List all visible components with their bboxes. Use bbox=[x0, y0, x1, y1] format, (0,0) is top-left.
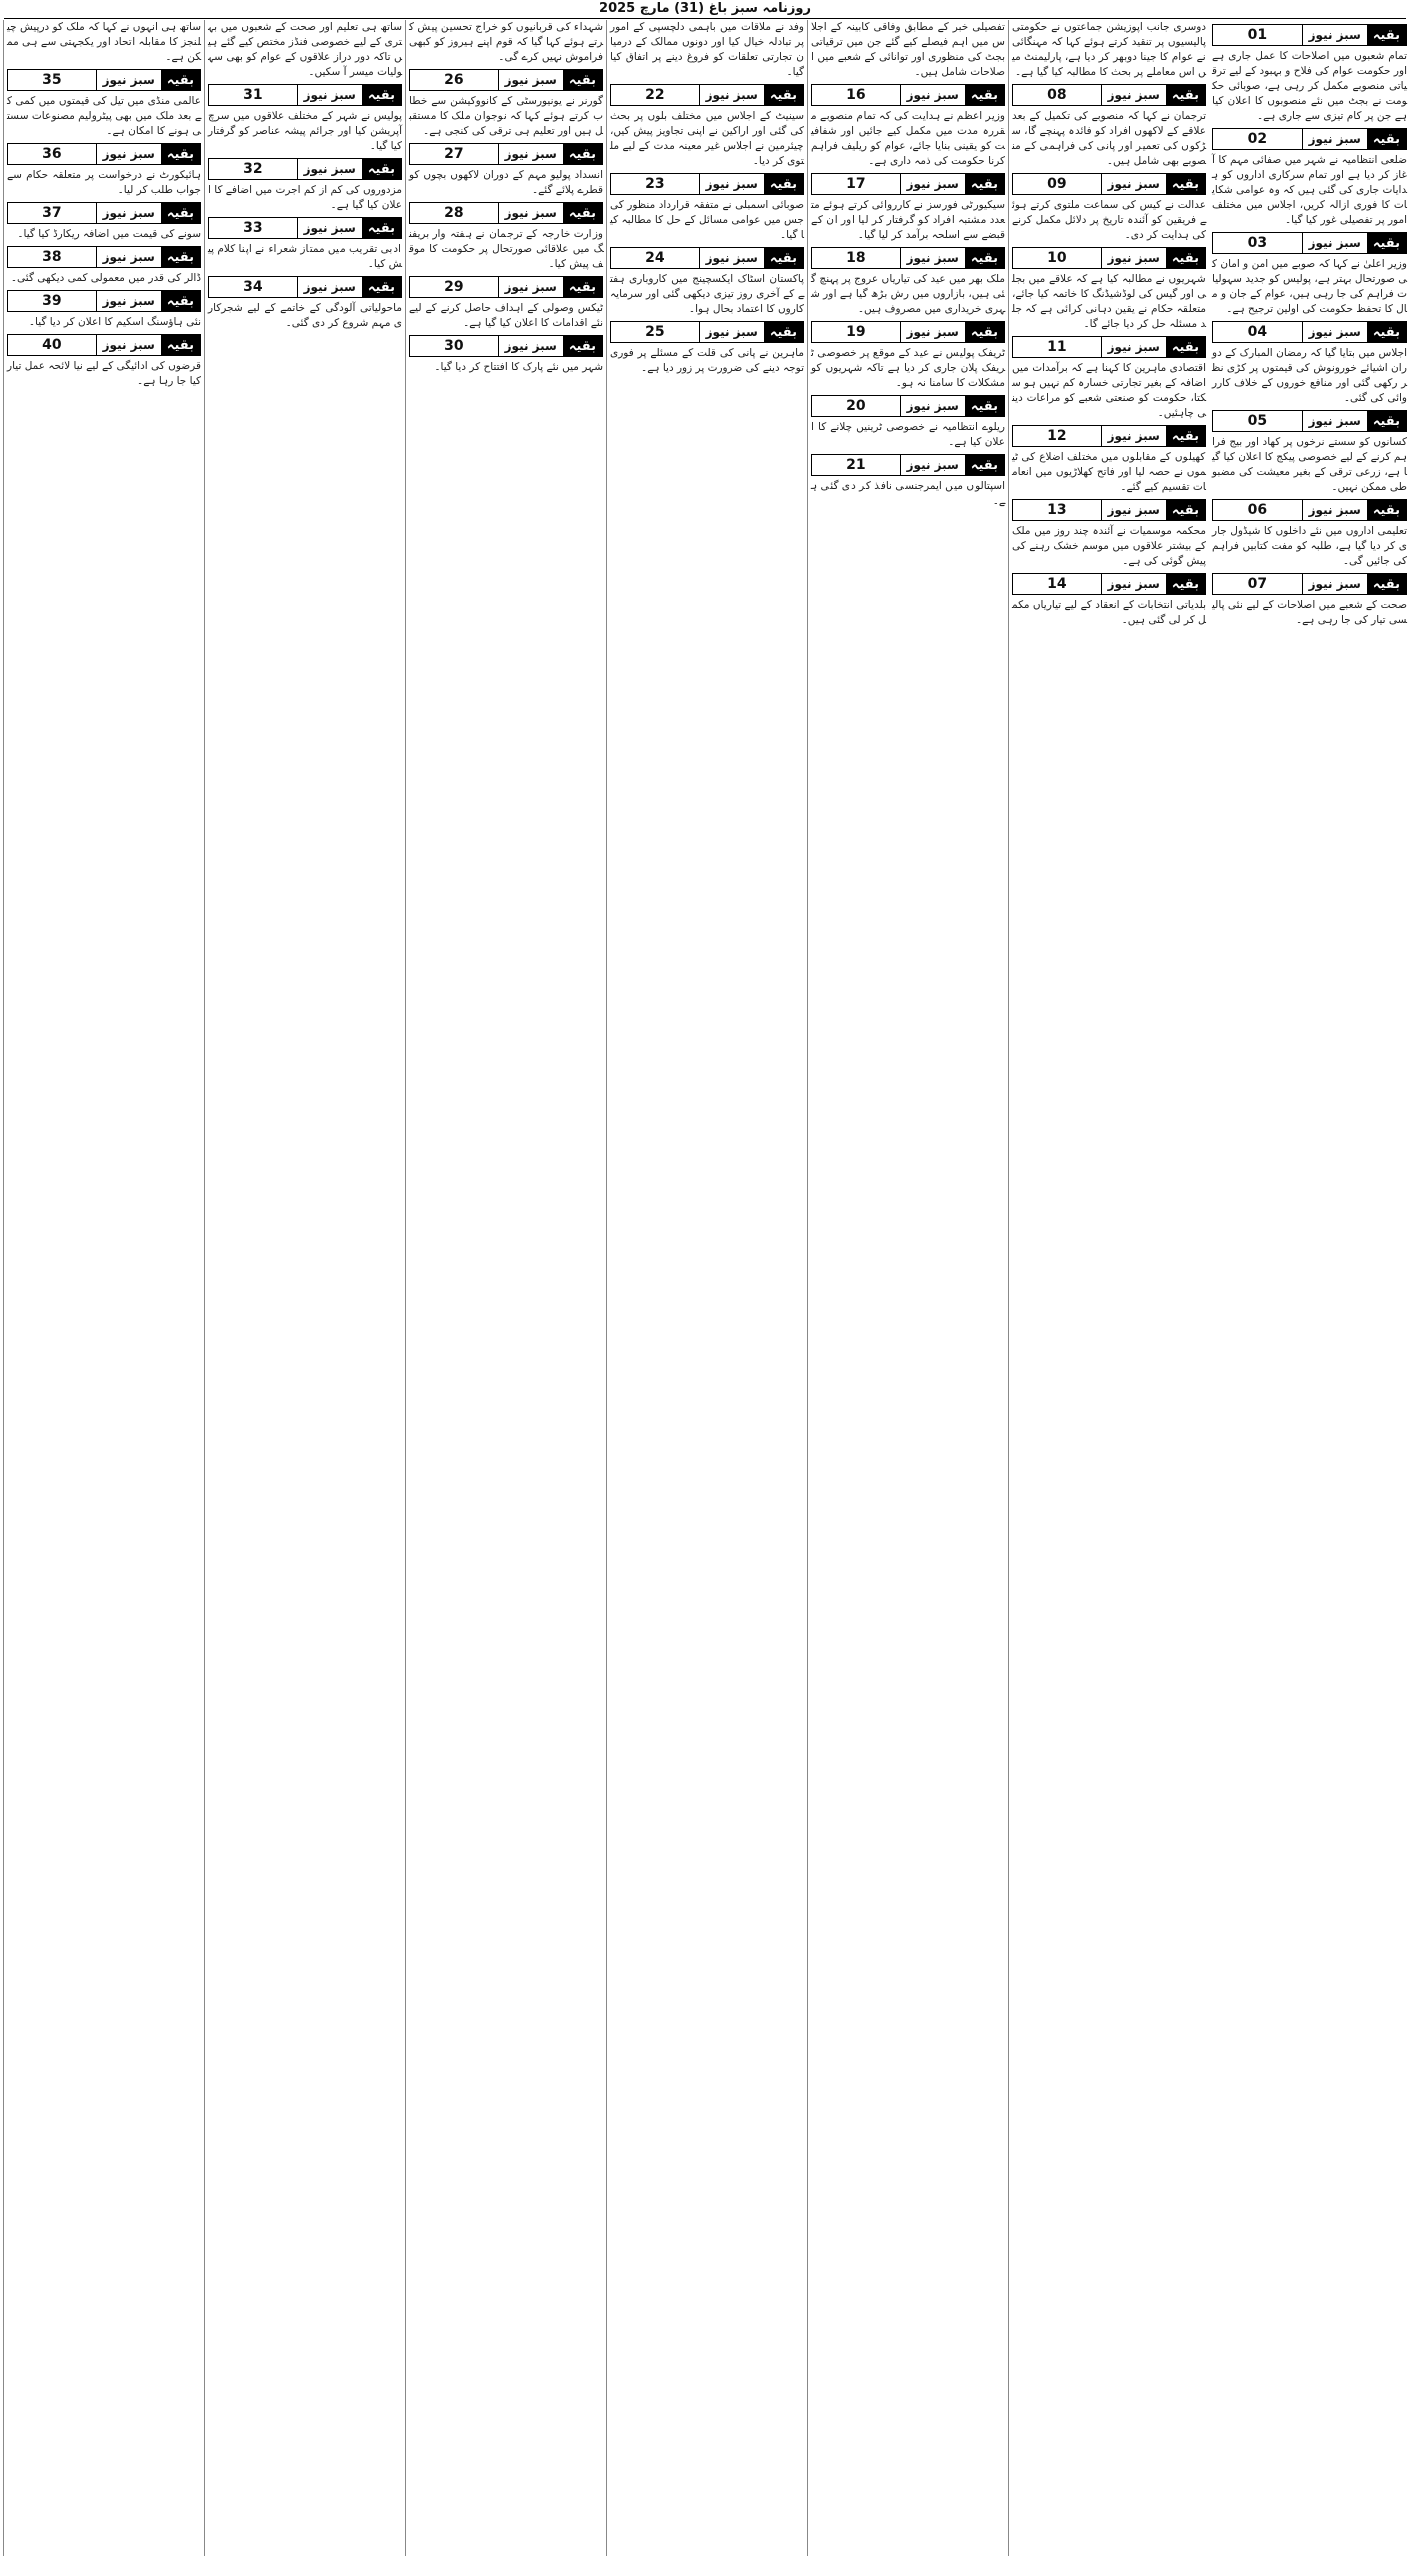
continuation-badge bbox=[409, 276, 603, 298]
badge-sublabel: سبز نیوز bbox=[1302, 129, 1367, 149]
badge-sublabel: سبز نیوز bbox=[1101, 337, 1166, 357]
badge-number: 04 bbox=[1247, 324, 1268, 340]
news-column bbox=[1008, 20, 1209, 2556]
badge-label: بقیہ bbox=[1367, 500, 1406, 520]
continuation-badge bbox=[1012, 499, 1206, 521]
badge-sublabel: سبز نیوز bbox=[96, 291, 161, 311]
article-text: شہداء کی قربانیوں کو خراج تحسین پیش کرتے ہوئے کہا گیا کہ قوم اپنے ہیروز کو کبھی فراموش نہیں کرے گی۔ bbox=[409, 21, 603, 63]
badge-label: بقیہ bbox=[161, 247, 200, 267]
article-text: شہر میں نئے پارک کا افتتاح کر دیا گیا۔ bbox=[434, 361, 603, 373]
badge-sublabel: سبز نیوز bbox=[297, 277, 362, 297]
badge-sublabel: سبز نیوز bbox=[96, 144, 161, 164]
badge-label: بقیہ bbox=[563, 336, 602, 356]
article-text: کسانوں کو سستے نرخوں پر کھاد اور بیج فراہم کرنے کے لیے خصوصی پیکج کا اعلان کیا گیا ہے، زرعی ترقی کے بغیر معیشت کی مضبوطی ممکن نہیں۔ bbox=[1212, 436, 1407, 493]
article-text: اجلاس میں بتایا گیا کہ رمضان المبارک کے دوران اشیائے خورونوش کی قیمتوں پر کڑی نظر رکھی گئی اور منافع خوروں کے خلاف کارروائی کی گئی۔ bbox=[1212, 347, 1407, 404]
badge-number: 03 bbox=[1247, 235, 1268, 251]
badge-label: بقیہ bbox=[1367, 129, 1406, 149]
badge-label: بقیہ bbox=[161, 335, 200, 355]
badge-number: 33 bbox=[243, 220, 263, 236]
continuation-badge bbox=[1212, 24, 1407, 46]
continuation-badge bbox=[1012, 173, 1206, 195]
badge-label: بقیہ bbox=[1367, 411, 1406, 431]
continuation-badge bbox=[7, 143, 201, 165]
article-text: دوسری جانب اپوزیشن جماعتوں نے حکومتی پالیسیوں پر تنقید کرتے ہوئے کہا کہ مہنگائی نے عوام کا جینا دوبھر کر دیا ہے، پارلیمنٹ میں اس معاملے پر بحث کا مطالبہ کیا گیا ہے۔ bbox=[1012, 21, 1206, 78]
badge-number: 34 bbox=[243, 279, 263, 295]
badge-number: 31 bbox=[243, 87, 263, 103]
badge-label: بقیہ bbox=[1166, 426, 1205, 446]
badge-sublabel: سبز نیوز bbox=[1101, 174, 1166, 194]
badge-number: 01 bbox=[1247, 27, 1268, 43]
badge-label: بقیہ bbox=[563, 70, 602, 90]
continuation-badge bbox=[7, 334, 201, 356]
badge-label: بقیہ bbox=[764, 248, 803, 268]
badge-sublabel: سبز نیوز bbox=[900, 174, 965, 194]
article-text: ریلوے انتظامیہ نے خصوصی ٹرینیں چلانے کا اعلان کیا ہے۔ bbox=[811, 421, 1005, 448]
badge-sublabel: سبز نیوز bbox=[297, 218, 362, 238]
badge-label: بقیہ bbox=[161, 144, 200, 164]
badge-sublabel: سبز نیوز bbox=[1302, 25, 1367, 45]
badge-sublabel: سبز نیوز bbox=[900, 85, 965, 105]
badge-label: بقیہ bbox=[1367, 322, 1406, 342]
badge-number: 37 bbox=[42, 205, 62, 221]
news-column bbox=[3, 20, 204, 2556]
badge-label: بقیہ bbox=[362, 85, 401, 105]
continuation-badge bbox=[7, 69, 201, 91]
badge-sublabel: سبز نیوز bbox=[900, 248, 965, 268]
article-text: انسداد پولیو مہم کے دوران لاکھوں بچوں کو قطرے پلائے گئے۔ bbox=[409, 169, 603, 196]
continuation-badge bbox=[1012, 336, 1206, 358]
badge-label: بقیہ bbox=[965, 248, 1004, 268]
article-text: پاکستان اسٹاک ایکسچینج میں کاروباری ہفتے کے آخری روز تیزی دیکھی گئی اور سرمایہ کاروں کا اعتماد بحال ہوا۔ bbox=[610, 273, 804, 315]
article-text: ضلعی انتظامیہ نے شہر میں صفائی مہم کا آغاز کر دیا ہے اور تمام سرکاری اداروں کو ہدایات جاری کی گئی ہیں کہ وہ عوامی شکایات کا فوری ازالہ کریں، اجلاس میں مختلف امور پر تفصیلی غور کیا گیا۔ bbox=[1212, 154, 1407, 226]
badge-sublabel: سبز نیوز bbox=[297, 159, 362, 179]
badge-label: بقیہ bbox=[1166, 500, 1205, 520]
badge-number: 32 bbox=[243, 161, 263, 177]
badge-label: بقیہ bbox=[764, 322, 803, 342]
badge-number: 22 bbox=[645, 87, 665, 103]
continuation-badge bbox=[811, 321, 1005, 343]
badge-label: بقیہ bbox=[1367, 574, 1406, 594]
badge-sublabel: سبز نیوز bbox=[498, 336, 563, 356]
badge-number: 23 bbox=[645, 176, 665, 192]
article-text: ٹیکس وصولی کے اہداف حاصل کرنے کے لیے نئے اقدامات کا اعلان کیا گیا ہے۔ bbox=[409, 302, 603, 329]
badge-number: 40 bbox=[42, 337, 62, 353]
continuation-badge bbox=[7, 290, 201, 312]
badge-sublabel: سبز نیوز bbox=[1302, 322, 1367, 342]
badge-number: 30 bbox=[444, 338, 464, 354]
article-text: ساتھ ہی انہوں نے کہا کہ ملک کو درپیش چیلنجز کا مقابلہ اتحاد اور یکجہتی سے ہی ممکن ہے۔ bbox=[6, 21, 201, 63]
badge-number: 24 bbox=[645, 250, 665, 266]
continuation-badge bbox=[811, 395, 1005, 417]
badge-label: بقیہ bbox=[161, 291, 200, 311]
continuation-badge bbox=[1012, 84, 1206, 106]
badge-label: بقیہ bbox=[764, 85, 803, 105]
badge-number: 17 bbox=[846, 176, 866, 192]
article-text: صوبائی اسمبلی نے متفقہ قرارداد منظور کی جس میں عوامی مسائل کے حل کا مطالبہ کیا گیا۔ bbox=[610, 199, 804, 241]
badge-sublabel: سبز نیوز bbox=[498, 203, 563, 223]
badge-number: 26 bbox=[444, 72, 464, 88]
badge-sublabel: سبز نیوز bbox=[1101, 574, 1166, 594]
article-text: شہریوں نے مطالبہ کیا ہے کہ علاقے میں بجلی اور گیس کی لوڈشیڈنگ کا خاتمہ کیا جائے، متعلقہ حکام نے یقین دہانی کرائی ہے کہ جلد مسئلہ حل کر دیا جائے گا۔ bbox=[1012, 273, 1206, 330]
badge-label: بقیہ bbox=[1166, 85, 1205, 105]
badge-number: 06 bbox=[1247, 502, 1268, 518]
badge-sublabel: سبز نیوز bbox=[1101, 426, 1166, 446]
article-text: بلدیاتی انتخابات کے انعقاد کے لیے تیاریاں مکمل کر لی گئی ہیں۔ bbox=[1012, 599, 1206, 626]
badge-number: 13 bbox=[1047, 502, 1067, 518]
badge-number: 08 bbox=[1047, 87, 1067, 103]
badge-sublabel: سبز نیوز bbox=[96, 247, 161, 267]
badge-sublabel: سبز نیوز bbox=[699, 174, 764, 194]
badge-label: بقیہ bbox=[362, 159, 401, 179]
article-text: نئی ہاؤسنگ اسکیم کا اعلان کر دیا گیا۔ bbox=[28, 316, 201, 328]
badge-sublabel: سبز نیوز bbox=[96, 335, 161, 355]
continuation-badge bbox=[208, 84, 402, 106]
badge-sublabel: سبز نیوز bbox=[96, 203, 161, 223]
badge-number: 12 bbox=[1047, 428, 1067, 444]
badge-label: بقیہ bbox=[965, 174, 1004, 194]
continuation-badge bbox=[7, 246, 201, 268]
continuation-badge bbox=[409, 335, 603, 357]
badge-number: 19 bbox=[846, 324, 866, 340]
badge-label: بقیہ bbox=[362, 218, 401, 238]
header-divider bbox=[4, 18, 1406, 19]
article-text: سینیٹ کے اجلاس میں مختلف بلوں پر بحث کی گئی اور اراکین نے اپنی تجاویز پیش کیں، چیئرمین نے اجلاس غیر معینہ مدت کے لیے ملتوی کر دیا۔ bbox=[610, 110, 804, 167]
badge-sublabel: سبز نیوز bbox=[498, 144, 563, 164]
badge-sublabel: سبز نیوز bbox=[900, 322, 965, 342]
article-text: ساتھ ہی تعلیم اور صحت کے شعبوں میں بہتری کے لیے خصوصی فنڈز مختص کیے گئے ہیں تاکہ دور دراز علاقوں کے عوام کو بھی سہولیات میسر آ سکیں۔ bbox=[208, 21, 402, 78]
news-column bbox=[405, 20, 606, 2556]
article-text: کھیلوں کے مقابلوں میں مختلف اضلاع کی ٹیموں نے حصہ لیا اور فاتح کھلاڑیوں میں انعامات تقسیم کیے گئے۔ bbox=[1012, 451, 1206, 493]
article-text: سیکیورٹی فورسز نے کارروائی کرتے ہوئے متعدد مشتبہ افراد کو گرفتار کر لیا اور ان کے قبضے سے اسلحہ برآمد کر لیا گیا۔ bbox=[811, 199, 1005, 241]
badge-number: 38 bbox=[42, 249, 62, 265]
continuation-badge bbox=[1212, 321, 1407, 343]
badge-sublabel: سبز نیوز bbox=[1302, 233, 1367, 253]
badge-sublabel: سبز نیوز bbox=[900, 455, 965, 475]
badge-number: 09 bbox=[1047, 176, 1067, 192]
article-text: گورنر نے یونیورسٹی کے کانووکیشن سے خطاب کرتے ہوئے کہا کہ نوجوان ملک کا مستقبل ہیں اور تعلیم ہی ترقی کی کنجی ہے۔ bbox=[409, 95, 603, 137]
continuation-badge bbox=[208, 276, 402, 298]
badge-number: 27 bbox=[444, 146, 464, 162]
news-column bbox=[204, 20, 405, 2556]
article-text: تعلیمی اداروں میں نئے داخلوں کا شیڈول جاری کر دیا گیا ہے، طلبہ کو مفت کتابیں فراہم کی جائیں گی۔ bbox=[1212, 525, 1407, 567]
badge-number: 05 bbox=[1247, 413, 1268, 429]
badge-number: 10 bbox=[1047, 250, 1067, 266]
badge-number: 21 bbox=[846, 457, 866, 473]
continuation-badge bbox=[1012, 425, 1206, 447]
badge-label: بقیہ bbox=[1166, 574, 1205, 594]
badge-number: 07 bbox=[1247, 576, 1268, 592]
continuation-badge bbox=[1012, 247, 1206, 269]
badge-label: بقیہ bbox=[1166, 174, 1205, 194]
masthead-title: روزنامہ سبز باغ (31) مارچ 2025 bbox=[599, 1, 811, 16]
badge-label: بقیہ bbox=[965, 396, 1004, 416]
badge-sublabel: سبز نیوز bbox=[297, 85, 362, 105]
continuation-badge bbox=[409, 143, 603, 165]
badge-label: بقیہ bbox=[1367, 25, 1406, 45]
continuation-badge bbox=[1212, 232, 1407, 254]
article-text: وفد نے ملاقات میں باہمی دلچسپی کے امور پر تبادلہ خیال کیا اور دونوں ممالک کے درمیان تجارتی تعلقات کو فروغ دینے پر اتفاق کیا گیا۔ bbox=[610, 21, 804, 78]
badge-label: بقیہ bbox=[1166, 337, 1205, 357]
article-text: قرضوں کی ادائیگی کے لیے نیا لائحہ عمل تیار کیا جا رہا ہے۔ bbox=[7, 360, 201, 387]
continuation-badge bbox=[7, 202, 201, 224]
article-text: تفصیلی خبر کے مطابق وفاقی کابینہ کے اجلاس میں اہم فیصلے کیے گئے جن میں ترقیاتی بجٹ کی منظوری اور توانائی کے شعبے میں اصلاحات شامل ہیں۔ bbox=[811, 21, 1005, 78]
badge-number: 28 bbox=[444, 205, 464, 221]
badge-label: بقیہ bbox=[563, 203, 602, 223]
news-column bbox=[606, 20, 807, 2556]
badge-sublabel: سبز نیوز bbox=[1101, 248, 1166, 268]
continuation-badge bbox=[409, 202, 603, 224]
article-text: پولیس نے شہر کے مختلف علاقوں میں سرچ آپریشن کیا اور جرائم پیشہ عناصر کو گرفتار کیا گیا۔ bbox=[208, 110, 402, 152]
article-text: عالمی منڈی میں تیل کی قیمتوں میں کمی کے بعد ملک میں بھی پیٹرولیم مصنوعات سستی ہونے کا امکان ہے۔ bbox=[7, 95, 201, 137]
continuation-badge bbox=[1012, 573, 1206, 595]
badge-label: بقیہ bbox=[965, 85, 1004, 105]
badge-sublabel: سبز نیوز bbox=[1302, 500, 1367, 520]
continuation-badge bbox=[208, 217, 402, 239]
continuation-badge bbox=[610, 321, 804, 343]
article-text: مزدوروں کی کم از کم اجرت میں اضافے کا اعلان کیا گیا ہے۔ bbox=[208, 184, 402, 211]
badge-sublabel: سبز نیوز bbox=[1101, 500, 1166, 520]
continuation-badge bbox=[811, 247, 1005, 269]
article-text: اسپتالوں میں ایمرجنسی نافذ کر دی گئی ہے۔ bbox=[811, 480, 1005, 507]
badge-sublabel: سبز نیوز bbox=[498, 277, 563, 297]
continuation-badge bbox=[1212, 128, 1407, 150]
article-text: ماحولیاتی آلودگی کے خاتمے کے لیے شجرکاری مہم شروع کر دی گئی۔ bbox=[208, 302, 402, 329]
continuation-badge bbox=[811, 84, 1005, 106]
badge-label: بقیہ bbox=[965, 322, 1004, 342]
badge-number: 36 bbox=[42, 146, 62, 162]
continuation-badge bbox=[409, 69, 603, 91]
badge-number: 35 bbox=[42, 72, 62, 88]
badge-sublabel: سبز نیوز bbox=[1101, 85, 1166, 105]
badge-number: 16 bbox=[846, 87, 866, 103]
article-text: وزارت خارجہ کے ترجمان نے ہفتہ وار بریفنگ میں علاقائی صورتحال پر حکومت کا موقف پیش کیا۔ bbox=[409, 228, 603, 270]
continuation-badge bbox=[811, 454, 1005, 476]
badge-label: بقیہ bbox=[563, 277, 602, 297]
badge-number: 29 bbox=[444, 279, 464, 295]
article-text: صحت کے شعبے میں اصلاحات کے لیے نئی پالیسی تیار کی جا رہی ہے۔ bbox=[1212, 599, 1407, 626]
badge-sublabel: سبز نیوز bbox=[498, 70, 563, 90]
badge-sublabel: سبز نیوز bbox=[96, 70, 161, 90]
article-text: ملک بھر میں عید کی تیاریاں عروج پر پہنچ گئی ہیں، بازاروں میں رش بڑھ گیا ہے اور شہری خریداری میں مصروف ہیں۔ bbox=[811, 273, 1005, 315]
article-text: ادبی تقریب میں ممتاز شعراء نے اپنا کلام پیش کیا۔ bbox=[208, 243, 402, 270]
badge-label: بقیہ bbox=[362, 277, 401, 297]
badge-label: بقیہ bbox=[161, 203, 200, 223]
badge-number: 11 bbox=[1047, 339, 1067, 355]
badge-label: بقیہ bbox=[1166, 248, 1205, 268]
article-text: تمام شعبوں میں اصلاحات کا عمل جاری ہے اور حکومت عوام کی فلاح و بہبود کے لیے ترقیاتی منصوبے مکمل کر رہی ہے، صوبائی حکومت نے بجٹ میں نئے منصوبوں کا اعلان کیا ہے جن پر کام تیزی سے جاری ہے۔ bbox=[1212, 50, 1407, 122]
article-text: ڈالر کی قدر میں معمولی کمی دیکھی گئی۔ bbox=[10, 272, 201, 284]
continuation-badge bbox=[1212, 573, 1407, 595]
article-text: محکمہ موسمیات نے آئندہ چند روز میں ملک کے بیشتر علاقوں میں موسم خشک رہنے کی پیش گوئی کی ہے۔ bbox=[1012, 525, 1206, 567]
badge-label: بقیہ bbox=[1367, 233, 1406, 253]
badge-number: 20 bbox=[846, 398, 866, 414]
continuation-badge bbox=[208, 158, 402, 180]
article-text: وزیر اعلیٰ نے کہا کہ صوبے میں امن و امان کی صورتحال بہتر ہے، پولیس کو جدید سہولیات فراہم کی جا رہی ہیں، عوام کے جان و مال کا تحفظ حکومت کی اولین ترجیح ہے۔ bbox=[1212, 258, 1407, 315]
badge-sublabel: سبز نیوز bbox=[1302, 574, 1367, 594]
continuation-badge bbox=[811, 173, 1005, 195]
badge-sublabel: سبز نیوز bbox=[699, 85, 764, 105]
badge-number: 25 bbox=[645, 324, 665, 340]
badge-number: 18 bbox=[846, 250, 866, 266]
badge-label: بقیہ bbox=[161, 70, 200, 90]
article-text: عدالت نے کیس کی سماعت ملتوی کرتے ہوئے فریقین کو آئندہ تاریخ پر دلائل مکمل کرنے کی ہدایت کر دی۔ bbox=[1012, 199, 1206, 241]
article-text: سونے کی قیمت میں اضافہ ریکارڈ کیا گیا۔ bbox=[17, 228, 201, 240]
article-text: ٹریفک پولیس نے عید کے موقع پر خصوصی ٹریفک پلان جاری کر دیا ہے تاکہ شہریوں کو مشکلات کا سامنا نہ ہو۔ bbox=[811, 347, 1005, 389]
badge-sublabel: سبز نیوز bbox=[1302, 411, 1367, 431]
continuation-badge bbox=[610, 84, 804, 106]
continuation-badge bbox=[610, 247, 804, 269]
badge-label: بقیہ bbox=[563, 144, 602, 164]
continuation-badge bbox=[610, 173, 804, 195]
news-column bbox=[1209, 20, 1410, 2556]
article-text: ترجمان نے کہا کہ منصوبے کی تکمیل کے بعد علاقے کے لاکھوں افراد کو فائدہ پہنچے گا، سڑکوں کی تعمیر اور پانی کی فراہمی کے منصوبے بھی شامل ہیں۔ bbox=[1012, 110, 1206, 167]
badge-number: 39 bbox=[42, 293, 62, 309]
article-text: ہائیکورٹ نے درخواست پر متعلقہ حکام سے جواب طلب کر لیا۔ bbox=[7, 169, 201, 196]
badge-sublabel: سبز نیوز bbox=[699, 322, 764, 342]
badge-label: بقیہ bbox=[764, 174, 803, 194]
article-text: وزیر اعظم نے ہدایت کی کہ تمام منصوبے مقررہ مدت میں مکمل کیے جائیں اور شفافیت کو یقینی بنایا جائے، عوام کو ریلیف فراہم کرنا حکومت کی ذمہ داری ہے۔ bbox=[811, 110, 1005, 167]
continuation-badge bbox=[1212, 410, 1407, 432]
badge-label: بقیہ bbox=[965, 455, 1004, 475]
badge-number: 02 bbox=[1247, 131, 1268, 147]
badge-number: 14 bbox=[1047, 576, 1067, 592]
news-column bbox=[807, 20, 1008, 2556]
article-text: اقتصادی ماہرین کا کہنا ہے کہ برآمدات میں اضافہ کے بغیر تجارتی خسارہ کم نہیں ہو سکتا، حکومت کو صنعتی شعبے کو مراعات دینی چاہئیں۔ bbox=[1012, 362, 1206, 419]
continuation-badge bbox=[1212, 499, 1407, 521]
badge-sublabel: سبز نیوز bbox=[900, 396, 965, 416]
badge-sublabel: سبز نیوز bbox=[699, 248, 764, 268]
article-text: ماہرین نے پانی کی قلت کے مسئلے پر فوری توجہ دینے کی ضرورت پر زور دیا ہے۔ bbox=[610, 347, 804, 374]
